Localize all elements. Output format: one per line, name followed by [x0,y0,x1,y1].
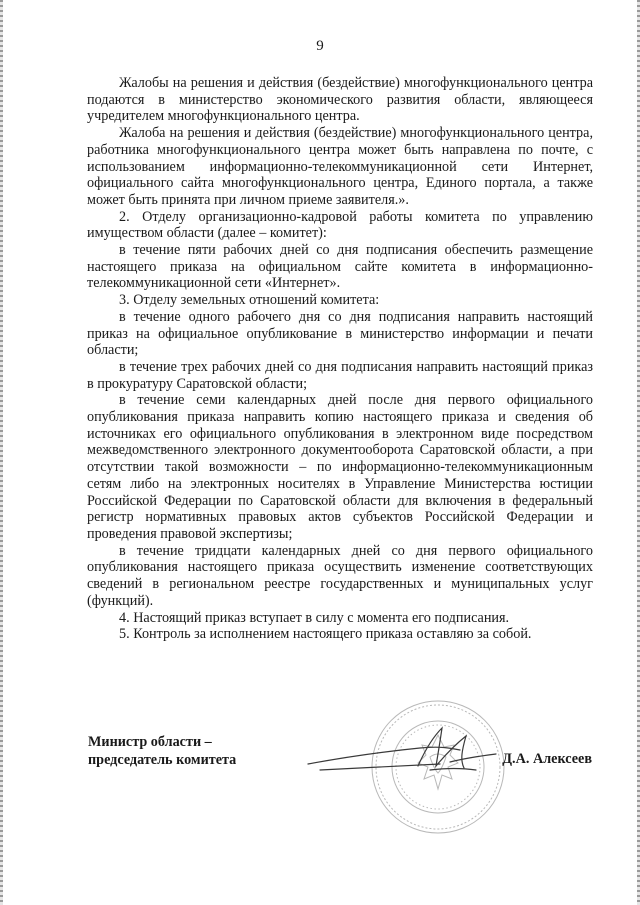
handwritten-signature [300,718,510,788]
paragraph-prosecutor: в течение трех рабочих дней со дня подписания направить настоящий приказ в прокуратуру Саратовской области; [87,358,593,392]
paragraph-item-5: 5. Контроль за исполнением настоящего приказа оставляю за собой. [119,626,532,643]
paragraph-regional-registry: в течение тридцати календарных дней со дня первого официального опубликования настоящего приказа осуществить изменение соответствующих сведений в региональном реестре государственных и муниципальных услуг (функций). [87,542,593,609]
paragraph-item-2: 2. Отделу организационно-кадровой работы комитета по управлению имуществом области (далее – комитет): [87,208,593,242]
signatory-title-line1: Министр области – [88,734,212,750]
paragraph-item-3: 3. Отделу земельных отношений комитета: [119,292,380,309]
paragraph-publish-website: в течение пяти рабочих дней со дня подписания обеспечить размещение настоящего приказа на официальном сайте комитета в информационно-телекоммуникационной сети «Интернет». [87,242,593,292]
signatory-title [88,733,236,769]
paragraph-official-publication: в течение одного рабочего дня со дня подписания направить настоящий приказ на официальное опубликование в министерство информации и печати области; [87,308,593,359]
document-body [87,75,593,643]
scan-edge-left [0,0,3,905]
paragraph-complaint-channels: Жалоба на решения и действия (бездействие) многофункционального центра, работника многофункционального центра может быть направлена по почте, с использованием информационно-телекоммуникационной сети Интернет, официального сайта многофункционального центра, Единого портала, а также может быть принята при личном приеме заявителя.». [87,125,593,208]
paragraph-justice-registry: в течение семи календарных дней после дня первого официального опубликования приказа направить копию настоящего приказа и сведения об источниках его официального опубликования в электронном виде посредством межведомственного электронного документооборота Саратовской области, а при отсутствии такой возможности – по информационно-телекоммуникационным сетям либо на электронных носителях в Управление Министерства юстиции Российской Федерации по Саратовской области для включения в федеральный регистр нормативных правовых актов субъектов Российской Федерации и проведения правовой экспертизы; [87,392,593,542]
signatory-title-line2: председатель комитета [88,752,237,768]
page-number: 9 [316,38,324,54]
paragraph-complaints-mfc: Жалобы на решения и действия (бездействие) многофункционального центра подаются в министерство экономического развития области, являющееся учредителем многофункционального центра. [87,75,593,125]
signatory-name: Д.А. Алексеев [502,751,592,767]
paragraph-item-4: 4. Настоящий приказ вступает в силу с момента его подписания. [119,609,510,626]
